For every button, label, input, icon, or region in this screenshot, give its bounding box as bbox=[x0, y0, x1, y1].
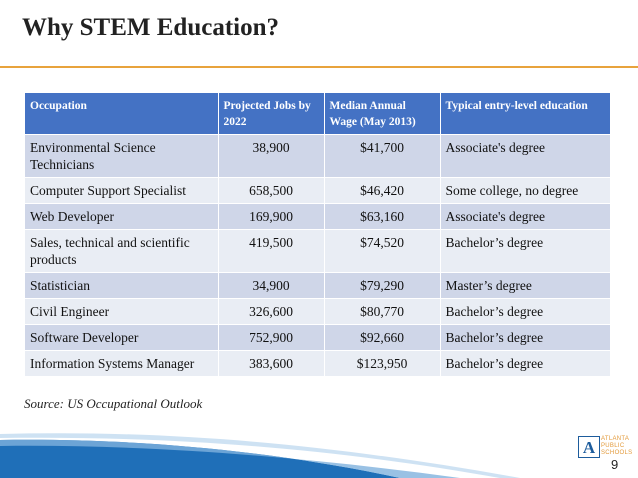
table-header-row bbox=[25, 93, 610, 135]
table-row bbox=[25, 273, 610, 299]
cell-education: Associate's degree bbox=[440, 135, 610, 178]
logo-line: PUBLIC bbox=[601, 443, 625, 449]
source-note: Source: US Occupational Outlook bbox=[24, 396, 203, 411]
cell-occupation: Sales, technical and scientific products bbox=[25, 230, 218, 273]
page-number: 9 bbox=[611, 457, 619, 472]
cell-education: Master’s degree bbox=[440, 273, 610, 299]
logo-a-icon bbox=[578, 436, 600, 458]
jobs-table bbox=[25, 93, 611, 376]
logo-line: ATLANTA bbox=[601, 436, 630, 442]
cell-wage: $41,700 bbox=[324, 135, 440, 178]
cell-occupation: Information Systems Manager bbox=[25, 351, 218, 377]
cell-wage: $74,520 bbox=[324, 230, 440, 273]
cell-occupation: Environmental Science Technicians bbox=[25, 135, 218, 178]
cell-jobs: 658,500 bbox=[218, 178, 324, 204]
cell-jobs: 419,500 bbox=[218, 230, 324, 273]
cell-wage: $46,420 bbox=[324, 178, 440, 204]
table-row bbox=[25, 325, 610, 351]
cell-jobs: 326,600 bbox=[218, 299, 324, 325]
footer-swoosh bbox=[0, 412, 638, 478]
cell-occupation: Web Developer bbox=[25, 204, 218, 230]
table-row bbox=[25, 204, 610, 230]
cell-wage: $80,770 bbox=[324, 299, 440, 325]
slide-title: Why STEM Education? bbox=[22, 14, 280, 41]
cell-jobs: 752,900 bbox=[218, 325, 324, 351]
logo-wordmark bbox=[601, 436, 635, 457]
cell-jobs: 383,600 bbox=[218, 351, 324, 377]
cell-wage: $123,950 bbox=[324, 351, 440, 377]
cell-education: Bachelor’s degree bbox=[440, 351, 610, 377]
cell-education: Bachelor’s degree bbox=[440, 299, 610, 325]
table-row bbox=[25, 351, 610, 377]
cell-occupation: Statistician bbox=[25, 273, 218, 299]
header-median-wage: Median Annual Wage (May 2013) bbox=[324, 93, 440, 135]
cell-education: Bachelor’s degree bbox=[440, 325, 610, 351]
cell-education: Bachelor’s degree bbox=[440, 230, 610, 273]
cell-jobs: 169,900 bbox=[218, 204, 324, 230]
header-education: Typical entry-level education bbox=[440, 93, 610, 135]
title-divider bbox=[0, 66, 638, 68]
table-row bbox=[25, 299, 610, 325]
cell-education: Associate's degree bbox=[440, 204, 610, 230]
cell-occupation: Civil Engineer bbox=[25, 299, 218, 325]
cell-occupation: Software Developer bbox=[25, 325, 218, 351]
cell-wage: $92,660 bbox=[324, 325, 440, 351]
logo-line: SCHOOLS bbox=[601, 450, 633, 456]
atlanta-public-schools-logo bbox=[578, 436, 634, 460]
cell-occupation: Computer Support Specialist bbox=[25, 178, 218, 204]
cell-wage: $63,160 bbox=[324, 204, 440, 230]
header-occupation: Occupation bbox=[25, 93, 218, 135]
table-row bbox=[25, 178, 610, 204]
table-row bbox=[25, 135, 610, 178]
cell-wage: $79,290 bbox=[324, 273, 440, 299]
logo-letter: A bbox=[582, 438, 596, 457]
cell-jobs: 34,900 bbox=[218, 273, 324, 299]
cell-jobs: 38,900 bbox=[218, 135, 324, 178]
table-row bbox=[25, 230, 610, 273]
cell-education: Some college, no degree bbox=[440, 178, 610, 204]
header-projected-jobs: Projected Jobs by 2022 bbox=[218, 93, 324, 135]
